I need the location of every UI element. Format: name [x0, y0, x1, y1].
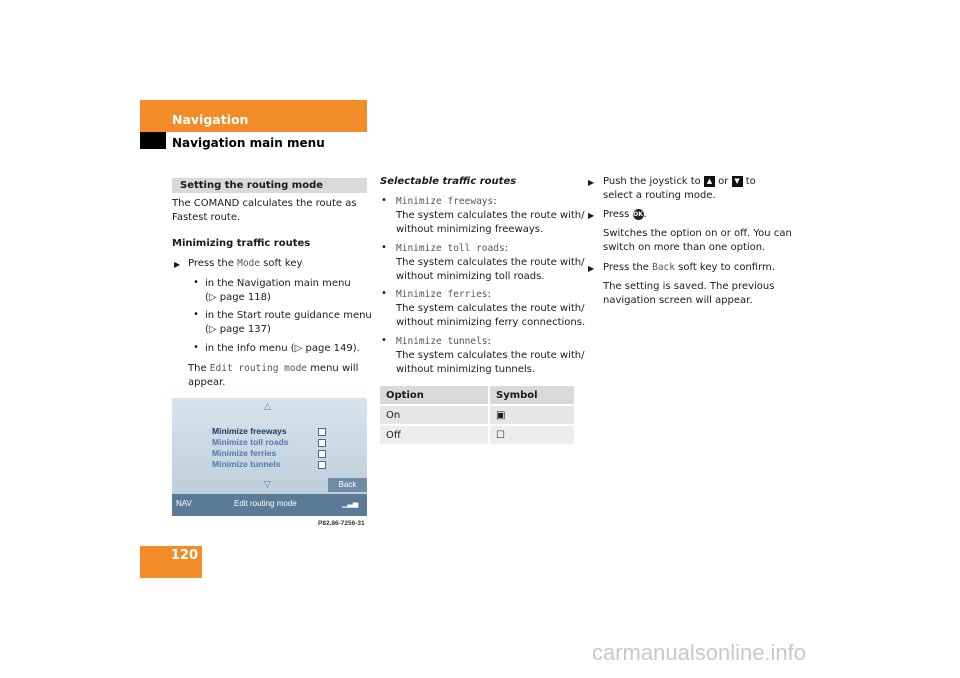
down-key-icon: ▼ [732, 176, 743, 187]
up-key-icon: ▲ [704, 176, 715, 187]
step-arrow-icon: ▶ [588, 211, 595, 220]
bullet-icon: • [381, 288, 387, 299]
routing-mode-screen [172, 398, 367, 516]
chapter-title: Navigation [172, 112, 249, 127]
step-arrow-icon: ▶ [588, 264, 595, 273]
step-arrow-icon: ▶ [588, 178, 595, 187]
checkbox-icon [318, 450, 326, 458]
bullet-icon: • [381, 242, 387, 253]
screen-item: Minimize freeways [212, 426, 287, 436]
checkbox-icon [318, 461, 326, 469]
list-item: Minimize toll roads: The system calculates the route with/ without minimizing toll roads. [396, 243, 585, 282]
screen-item: Minimize ferries [212, 448, 277, 458]
screen-item: Minimize toll roads [212, 437, 289, 447]
step-mode: Press the Mode soft key [188, 258, 303, 269]
checked-box-icon: ▣ [489, 405, 574, 425]
checkbox-icon [318, 428, 326, 436]
step-back: Press the Back soft key to confirm. The setting is saved. The previous navigation screen will appear. [603, 262, 775, 306]
empty-box-icon: ☐ [489, 425, 574, 445]
scroll-up-icon: △ [264, 402, 271, 412]
result-text: The Edit routing mode menu will appear. [188, 363, 359, 388]
screen-item: Minimize tunnels [212, 459, 281, 469]
table-row: Off ☐ [380, 425, 574, 445]
section-subtitle: Navigation main menu [172, 136, 325, 150]
image-caption: P82.86-7256-31 [318, 520, 365, 527]
checkbox-icon [318, 439, 326, 447]
bullet-icon: • [193, 309, 199, 320]
back-softkey: Back [328, 478, 367, 492]
subheading: Minimizing traffic routes [172, 238, 311, 249]
bullet-icon: • [193, 277, 199, 288]
table-header-row: Option Symbol [380, 386, 574, 405]
header-marker [140, 132, 166, 149]
list-item: in the Navigation main menu (▷ page 118) [205, 278, 351, 303]
signal-icon: ▁▃▅ [342, 500, 359, 508]
step-arrow-icon: ▶ [174, 260, 181, 269]
bullet-icon: • [381, 335, 387, 346]
list-item: in the Start route guidance menu (▷ page 137) [205, 310, 372, 335]
page-number: 120 [170, 548, 198, 563]
intro-text: The COMAND calculates the route as Fastest route. [172, 198, 357, 223]
list-item: Minimize tunnels: The system calculates the route with/ without minimizing tunnels. [396, 336, 585, 375]
bullet-icon: • [381, 195, 387, 206]
step-press-ok: Press OK. Switches the option on or off. You can switch on more than one option. [603, 209, 792, 253]
ok-key-icon: OK [633, 210, 643, 218]
watermark: carmanualsonline.info [592, 640, 807, 665]
section-title: Setting the routing mode [180, 180, 324, 191]
scroll-down-icon: ▽ [264, 480, 271, 490]
col2-heading: Selectable traffic routes [380, 176, 517, 187]
step-joystick: Push the joystick to ▲ or ▼ to select a routing mode. [603, 176, 756, 201]
list-item: Minimize ferries: The system calculates the route with/ without minimizing ferry connections. [396, 289, 586, 328]
screen-status-bar: NAV Edit routing mode ▁▃▅ [172, 494, 367, 516]
bullet-icon: • [193, 342, 199, 353]
list-item: in the Info menu (▷ page 149). [205, 343, 360, 354]
list-item: Minimize freeways: The system calculates the route with/ without minimizing freeways. [396, 196, 585, 235]
table-row: On ▣ [380, 405, 574, 425]
option-symbol-table [380, 386, 574, 446]
